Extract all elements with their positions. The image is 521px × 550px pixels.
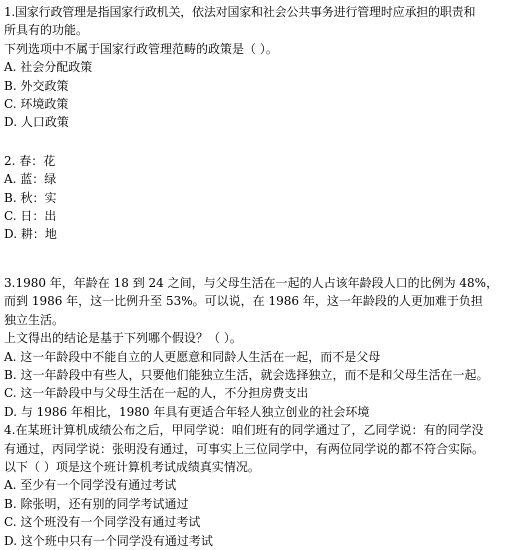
- question-4: [4, 421, 515, 550]
- question-1: [4, 3, 515, 132]
- question-4-prompt: 以下（ ）项是这个班计算机考试成绩真实情况。: [4, 459, 260, 474]
- question-4-stem-line-2: 有通过，丙同学说：张明没有通过，可事实上三位同学中，有两位同学说的都不符合实际。: [4, 441, 485, 456]
- question-3-stem-line-1: 3.1980 年，年龄在 18 到 24 之间，与父母生活在一起的人占该年龄段人口的比例为 48%，: [4, 275, 499, 290]
- question-1-option-d: D. 人口政策: [4, 115, 69, 130]
- question-1-stem-line-2: 所具有的功能。: [4, 23, 89, 38]
- question-3-option-c: C. 这一年龄段中与父母生活在一起的人，不分担房费支出: [4, 386, 309, 401]
- question-4-stem-line-1: 4.在某班计算机成绩公布之后，甲同学说：咱们班有的同学通过了，乙同学说：有的同学没: [4, 423, 484, 438]
- spacer: [4, 244, 515, 264]
- question-4-option-c: C. 这个班没有一个同学没有通过考试: [4, 515, 201, 530]
- question-3: [4, 274, 515, 421]
- question-2-option-d: D. 耕：地: [4, 227, 57, 242]
- question-1-option-a: A. 社会分配政策: [4, 60, 93, 75]
- question-2-option-c: C. 日：出: [4, 209, 57, 224]
- question-1-option-c: C. 环境政策: [4, 97, 69, 112]
- question-4-option-a: A. 至少有一个同学没有通过考试: [4, 478, 177, 493]
- question-3-option-d: D. 与 1986 年相比，1980 年具有更适合年轻人独立创业的社会环境: [4, 404, 370, 419]
- question-2-stem: 2. 春：花: [4, 153, 56, 168]
- question-2-option-a: A. 蓝：绿: [4, 172, 57, 187]
- question-4-option-d: D. 这个班中只有一个同学没有通过考试: [4, 533, 213, 548]
- question-2: [4, 152, 515, 244]
- question-3-prompt: 上文得出的结论是基于下列哪个假设？（ ）。: [4, 331, 242, 346]
- question-2-option-b: B. 秋：实: [4, 190, 57, 205]
- question-1-prompt: 下列选项中不属于国家行政管理范畴的政策是（ ）。: [4, 41, 278, 56]
- question-3-option-a: A. 这一年龄段中不能自立的人更愿意和同龄人生活在一起，而不是父母: [4, 349, 381, 364]
- question-1-option-b: B. 外交政策: [4, 78, 69, 93]
- question-4-option-b: B. 除张明，还有别的同学考试通过: [4, 496, 189, 511]
- spacer: [4, 132, 515, 152]
- question-3-option-b: B. 这一年龄段中有些人，只要他们能独立生活，就会选择独立，而不是和父母生活在一起。: [4, 367, 489, 382]
- spacer: [4, 264, 515, 274]
- question-3-stem-line-2: 而到 1986 年，这一比例升至 53%。可以说，在 1986 年，这一年龄段的人更加难于负担: [4, 294, 483, 309]
- question-3-stem-line-3: 独立生活。: [4, 312, 65, 327]
- question-1-stem-line-1: 1.国家行政管理是指国家行政机关，依法对国家和社会公共事务进行管理时应承担的职责和: [4, 5, 476, 19]
